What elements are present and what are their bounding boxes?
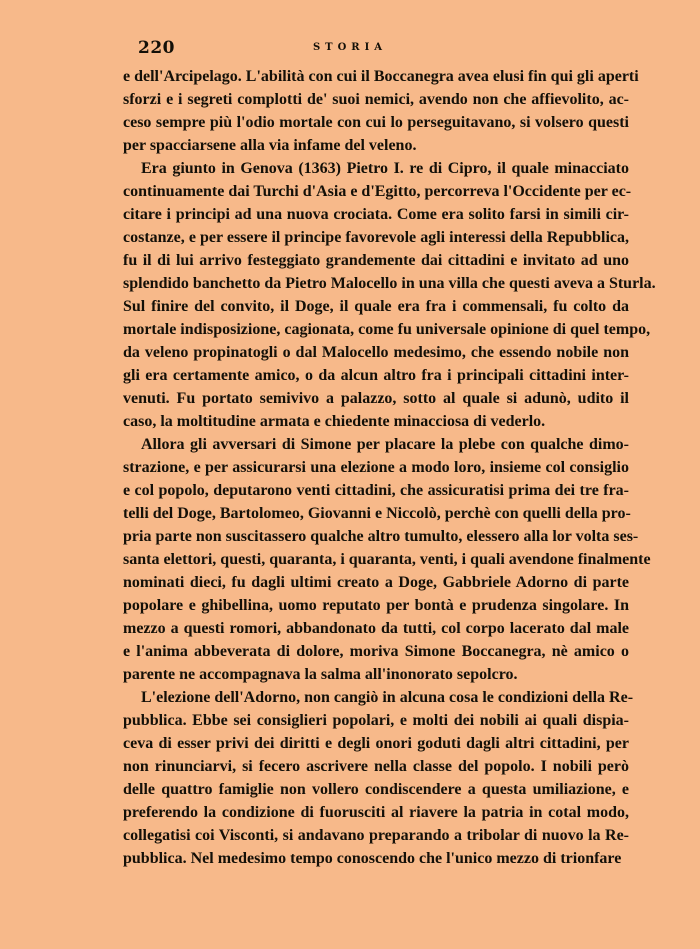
text-line: costanze, e per essere il principe favorevole agli interessi della Repubblica, (123, 229, 629, 246)
text-line: ceva di esser privi dei diritti e degli onori goduti dagli altri cittadini, per (123, 735, 629, 752)
text-line: caso, la moltitudine armata e chiedente minacciosa di vederlo. (123, 413, 546, 430)
text-line: fu il di lui arrivo festeggiato grandemente dai cittadini e invitato ad uno (123, 252, 629, 269)
text-line: sforzi e i segreti complotti de' suoi nemici, avendo non che affievolito, ac- (123, 91, 629, 108)
paragraph (123, 686, 634, 870)
text-line: santa elettori, questi, quaranta, i quaranta, venti, i quali avendone finalmente (123, 551, 651, 568)
text-line: collegatisi coi Visconti, si andavano preparando a tribolar di nuovo la Re- (123, 827, 629, 844)
text-line: telli del Doge, Bartolomeo, Giovanni e Niccolò, perchè con quelli della pro- (123, 505, 631, 522)
text-line: delle quattro famiglie non vollero condiscendere a questa umiliazione, e (123, 781, 629, 798)
text-line: pubblica. Ebbe sei consiglieri popolari, e molti dei nobili ai quali dispia- (123, 712, 629, 729)
text-line: citare i principi ad una nuova crociata. Come era solito farsi in simili cir- (123, 206, 629, 223)
body-text (123, 65, 656, 870)
page-number: 220 (138, 38, 175, 58)
paragraph (123, 65, 639, 157)
text-line: e dell'Arcipelago. L'abilità con cui il Boccanegra avea elusi fin qui gli aperti (123, 68, 639, 85)
text-line: venuti. Fu portato semivivo a palazzo, sotto al quale si adunò, udito il (123, 390, 629, 407)
text-line: continuamente dai Turchi d'Asia e d'Egitto, percorreva l'Occidente per ec- (123, 183, 632, 200)
text-line: parente ne accompagnava la salma all'inonorato sepolcro. (123, 666, 518, 683)
text-line: pubblica. Nel medesimo tempo conoscendo che l'unico mezzo di trionfare (123, 850, 622, 867)
paragraph (123, 433, 651, 686)
text-line: Sul finire del convito, il Doge, il quale era fra i commensali, fu colto da (123, 298, 629, 315)
text-line: Era giunto in Genova (1363) Pietro I. re di Cipro, il quale minacciato (141, 160, 629, 177)
text-line: splendido banchetto da Pietro Malocello in una villa che questi aveva a Sturla. (123, 275, 656, 292)
text-line: per spacciarsene alla via infame del veleno. (123, 137, 417, 154)
text-line: pria parte non suscitassero qualche altro tumulto, elessero alla lor volta ses- (123, 528, 639, 545)
running-head: STORIA (312, 42, 388, 53)
text-line: strazione, e per assicurarsi una elezione a modo loro, insieme col consiglio (123, 459, 629, 476)
text-line: e l'anima abbeverata di dolore, moriva Simone Boccanegra, nè amico o (123, 643, 629, 660)
text-line: mezzo a questi romori, abbandonato da tutti, col corpo lacerato dal male (123, 620, 629, 637)
text-line: e col popolo, deputarono venti cittadini, che assicuratisi prima dei tre fra- (123, 482, 629, 499)
text-line: popolare e ghibellina, uomo reputato per bontà e prudenza singolare. In (123, 597, 629, 614)
text-line: Allora gli avversari di Simone per placare la plebe con qualche dimo- (141, 436, 629, 453)
text-line: gli era certamente amico, o da alcun altro fra i principali cittadini inter- (123, 367, 629, 384)
text-line: non rinunciarvi, si fecero ascrivere nella classe del popolo. I nobili però (123, 758, 629, 775)
text-line: preferendo la condizione di fuorusciti al riavere la patria in cotal modo, (123, 804, 629, 821)
text-line: mortale indisposizione, cagionata, come fu universale opinione di quel tempo, (123, 321, 651, 338)
text-line: nominati dieci, fu dagli ultimi creato a Doge, Gabbriele Adorno di parte (123, 574, 629, 591)
text-line: ceso sempre più l'odio mortale con cui lo perseguitavano, si volsero questi (123, 114, 629, 131)
text-line: da veleno propinatogli o dal Malocello medesimo, che essendo nobile non (123, 344, 629, 361)
paragraph (123, 157, 656, 433)
text-line: L'elezione dell'Adorno, non cangiò in alcuna cosa le condizioni della Re- (141, 689, 634, 706)
